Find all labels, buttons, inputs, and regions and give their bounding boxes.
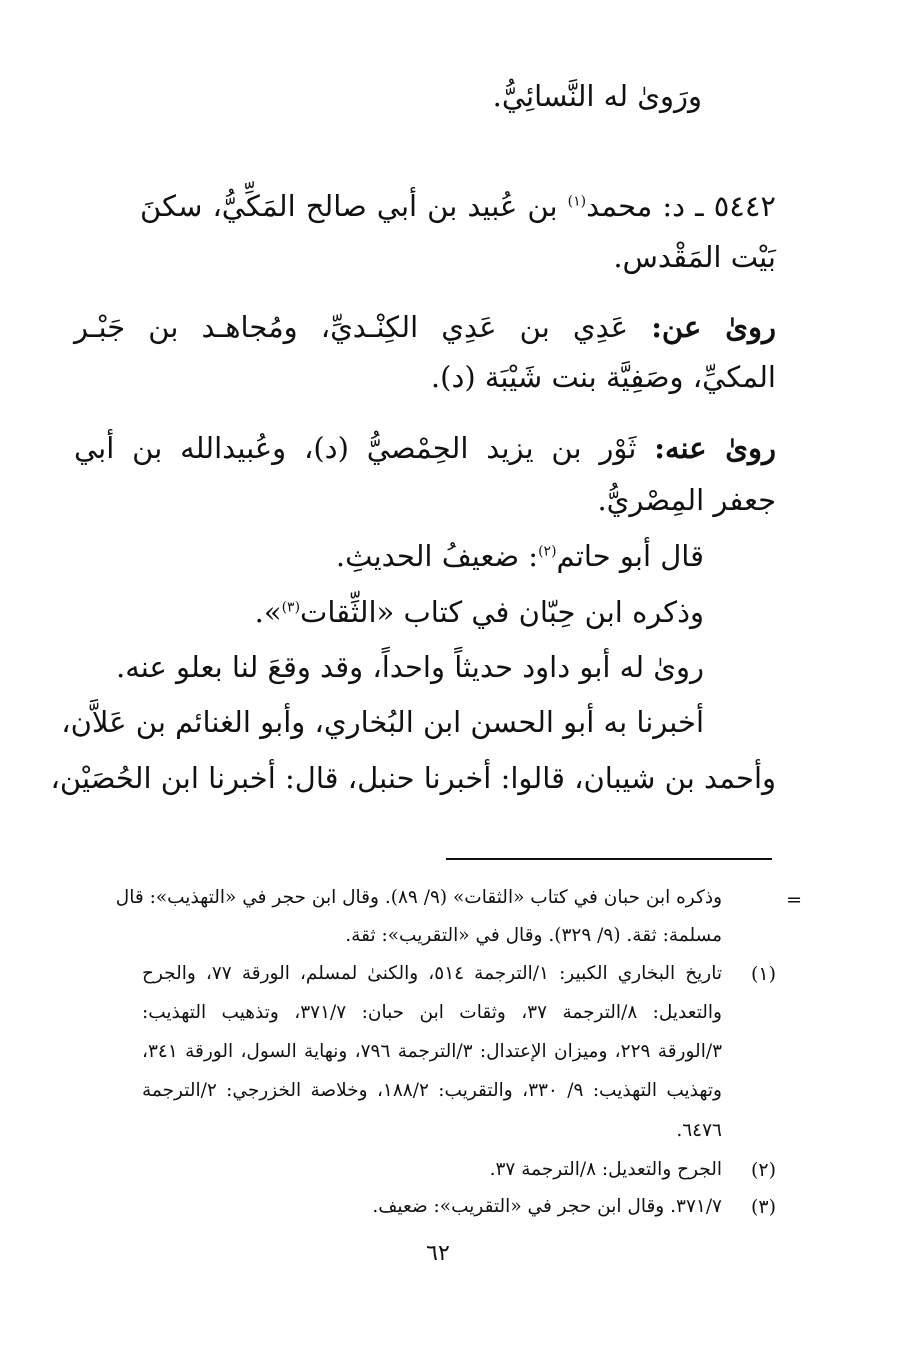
footnote-line: وذكره ابن حبان في كتاب «الثقات» (٩/ ٨٩). وقال ابن حجر في «التهذيب»: قال (115, 887, 722, 908)
text-span: وأحمد بن شيبان، قالوا: أخبرنا حنبل، قال: أخبرنا ابن الحُصَيْن، (50, 761, 776, 795)
text-span: ورَوىٰ له النَّسائِيُّ. (492, 79, 702, 113)
footnote-separator (446, 858, 772, 860)
footnote-continuation-mark: = (786, 889, 802, 911)
text-span: ». (254, 595, 282, 629)
footnote-ref: (٣) (281, 599, 301, 616)
narrators-from-label: روىٰ عن: (651, 310, 776, 344)
text-line (493, 76, 702, 116)
text-span: أخبرنا به أبو الحسن ابن البُخاري، وأبو الغنائم بن عَلاَّن، (61, 705, 704, 739)
text-line (431, 357, 776, 397)
text-line (50, 758, 776, 798)
text-span: ثَوْر بن يزيد الحِمْصيُّ (د)، وعُبيدالله بن أبي (74, 431, 655, 465)
footnote-line: الجرح والتعديل: ٨/الترجمة ٣٧. (489, 1159, 722, 1180)
footnote-line: تاريخ البخاري الكبير: ١/الترجمة ٥١٤، والكنىٰ لمسلم، الورقة ٧٧، والجرح (142, 963, 723, 984)
footnote-ref: (١) (567, 193, 587, 210)
text-line (61, 702, 704, 742)
footnote-marker: (٣) (750, 1196, 776, 1218)
text-span: وذكره ابن حِبّان في كتاب «الثِّقات (300, 595, 704, 629)
footnote-line: والتعديل: ٨/الترجمة ٣٧، وثقات ابن حبان: ٣٧١/٧، وتذهيب التهذيب: (142, 1002, 722, 1023)
entry-heading (140, 186, 776, 226)
footnote-line: ٦٤٧٦. (676, 1120, 722, 1141)
text-span: بَيْت المَقْدس. (613, 240, 776, 274)
text-span: جعفر المِصْريُّ. (597, 483, 776, 517)
page-number: ٦٢ (426, 1241, 450, 1266)
footnote-marker: (١) (750, 963, 776, 985)
narrators-from (74, 307, 776, 347)
text-span: روىٰ له أبو داود حديثاً واحداً، وقد وقعَ لنا بعلو عنه. (116, 650, 704, 684)
text-line (116, 647, 704, 687)
text-line (597, 480, 776, 520)
entry-name: بن عُبيد بن أبي صالح المَكِّيُّ، سكنَ (140, 189, 568, 223)
text-span: عَدِي بن عَدِي الكِنْـديِّ، ومُجاهـد بن جَبْـر (74, 310, 652, 344)
text-span: المكيِّ، وصَفِيَّة بنت شَيْبَة (د). (430, 360, 776, 394)
ibn-hibban-line (255, 592, 704, 632)
narrators-to-label: روىٰ عنه: (654, 431, 776, 465)
abu-hatim-line (336, 536, 704, 576)
narrators-to (74, 428, 776, 468)
footnote-line: مسلمة: ثقة. (٩/ ٣٢٩). وقال في «التقريب»: ثقة. (345, 925, 722, 946)
footnote-ref: (٢) (538, 543, 557, 560)
footnote-line: وتهذيب التهذيب: ٩/ ٣٣٠، والتقريب: ١٨٨/٢، وخلاصة الخزرجي: ٢/الترجمة (142, 1080, 722, 1101)
text-span: قال أبو حاتم (556, 539, 704, 573)
footnote-line: ٣/الورقة ٢٢٩، وميزان الإعتدال: ٣/الترجمة ٧٩٦، ونهاية السول، الورقة ٣٤١، (142, 1041, 722, 1062)
text-span: : ضعيفُ الحديثِ. (335, 539, 539, 573)
entry-number: ٥٤٤٢ ـ د: محمد (586, 189, 776, 223)
footnote-line: ٣٧١/٧. وقال ابن حجر في «التقريب»: ضعيف. (372, 1196, 722, 1217)
footnote-marker: (٢) (750, 1159, 776, 1181)
text-line (613, 237, 776, 277)
